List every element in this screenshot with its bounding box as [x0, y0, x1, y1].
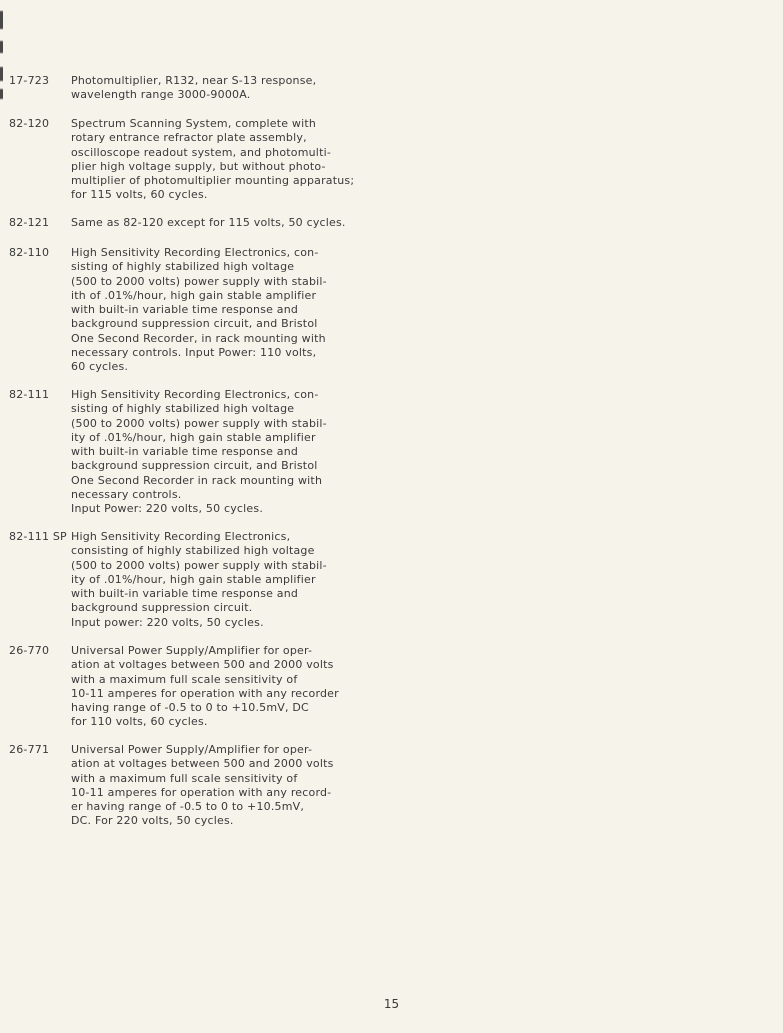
catalog-description — [71, 74, 371, 103]
description-line: Universal Power Supply/Amplifier for oper- — [71, 644, 313, 657]
catalog-description — [71, 530, 371, 630]
description-line: 60 cycles. — [71, 360, 129, 374]
catalog-description — [71, 644, 371, 730]
description-line: Same as 82-120 except for 115 volts, 50 cycles. — [71, 216, 346, 229]
description-line: wavelength range 3000-9000A. — [71, 88, 251, 102]
description-line: Input power: 220 volts, 50 cycles. — [71, 615, 264, 629]
description-line: having range of -0.5 to 0 to +10.5mV, DC — [71, 701, 309, 715]
description-line: Spectrum Scanning System, complete with — [71, 117, 317, 130]
description-line: plier high voltage supply, but without photo- — [71, 159, 326, 173]
description-line: High Sensitivity Recording Electronics, con- — [71, 388, 319, 401]
description-line: with a maximum full scale sensitivity of — [71, 771, 298, 785]
catalog-number: 82-120 — [9, 117, 50, 130]
description-line: ity of .01%/hour, high gain stable amplifier — [71, 430, 316, 444]
description-line: One Second Recorder in rack mounting with — [71, 473, 323, 487]
page-number: 15 — [383, 997, 400, 1011]
catalog-number: 17-723 — [9, 74, 50, 87]
description-line: Universal Power Supply/Amplifier for oper- — [71, 743, 313, 756]
description-line: ity of .01%/hour, high gain stable amplifier — [71, 572, 316, 586]
description-line: background suppression circuit, and Bristol — [71, 459, 318, 473]
description-line: necessary controls. Input Power: 110 volts, — [71, 346, 317, 360]
description-line: for 115 volts, 60 cycles. — [71, 188, 208, 202]
description-line: ith of .01%/hour, high gain stable amplifier — [71, 288, 317, 302]
description-line: er having range of -0.5 to 0 to +10.5mV, — [71, 800, 305, 814]
description-line: High Sensitivity Recording Electronics, — [71, 530, 291, 543]
description-line: ation at voltages between 500 and 2000 volts — [71, 658, 334, 672]
catalog-description — [71, 216, 371, 230]
description-line: for 110 volts, 60 cycles. — [71, 715, 208, 729]
catalog-number: 26-771 — [9, 743, 50, 756]
description-line: (500 to 2000 volts) power supply with stabil- — [71, 416, 327, 430]
catalog-number: 26-770 — [9, 644, 50, 657]
description-line: with a maximum full scale sensitivity of — [71, 672, 298, 686]
catalog-description — [71, 117, 371, 203]
description-line: rotary entrance refractor plate assembly, — [71, 131, 307, 145]
description-line: with built-in variable time response and — [71, 587, 299, 601]
description-line: 10-11 amperes for operation with any record- — [71, 785, 332, 799]
description-line: DC. For 220 volts, 50 cycles. — [71, 814, 234, 828]
description-line: sisting of highly stabilized high voltage — [71, 402, 295, 416]
catalog-number: 82-110 — [9, 246, 50, 259]
description-line: with built-in variable time response and — [71, 303, 299, 317]
description-line: consisting of highly stabilized high voltage — [71, 544, 315, 558]
description-line: background suppression circuit, and Bristol — [71, 317, 318, 331]
description-line: background suppression circuit. — [71, 601, 253, 615]
description-line: necessary controls. — [71, 488, 182, 502]
description-line: sisting of highly stabilized high voltage — [71, 260, 295, 274]
description-line: (500 to 2000 volts) power supply with stabil- — [71, 558, 327, 572]
catalog-description — [71, 743, 371, 829]
page-binding-edge — [0, 0, 3, 1033]
description-line: ation at voltages between 500 and 2000 volts — [71, 757, 334, 771]
description-line: Input Power: 220 volts, 50 cycles. — [71, 502, 264, 516]
description-line: (500 to 2000 volts) power supply with stabil- — [71, 274, 327, 288]
description-line: One Second Recorder, in rack mounting with — [71, 331, 326, 345]
description-line: oscilloscope readout system, and photomulti- — [71, 145, 332, 159]
description-line: High Sensitivity Recording Electronics, con- — [71, 246, 319, 259]
catalog-number: 82-111 — [9, 388, 50, 401]
catalog-number: 82-121 — [9, 216, 50, 229]
catalog-description — [71, 388, 371, 517]
description-line: multiplier of photomultiplier mounting apparatus; — [71, 174, 355, 188]
catalog-description — [71, 246, 371, 375]
description-line: Photomultiplier, R132, near S-13 response, — [71, 74, 317, 87]
description-line: with built-in variable time response and — [71, 445, 299, 459]
catalog-number: 82-111 SP — [9, 530, 67, 543]
description-line: 10-11 amperes for operation with any recorder — [71, 686, 339, 700]
